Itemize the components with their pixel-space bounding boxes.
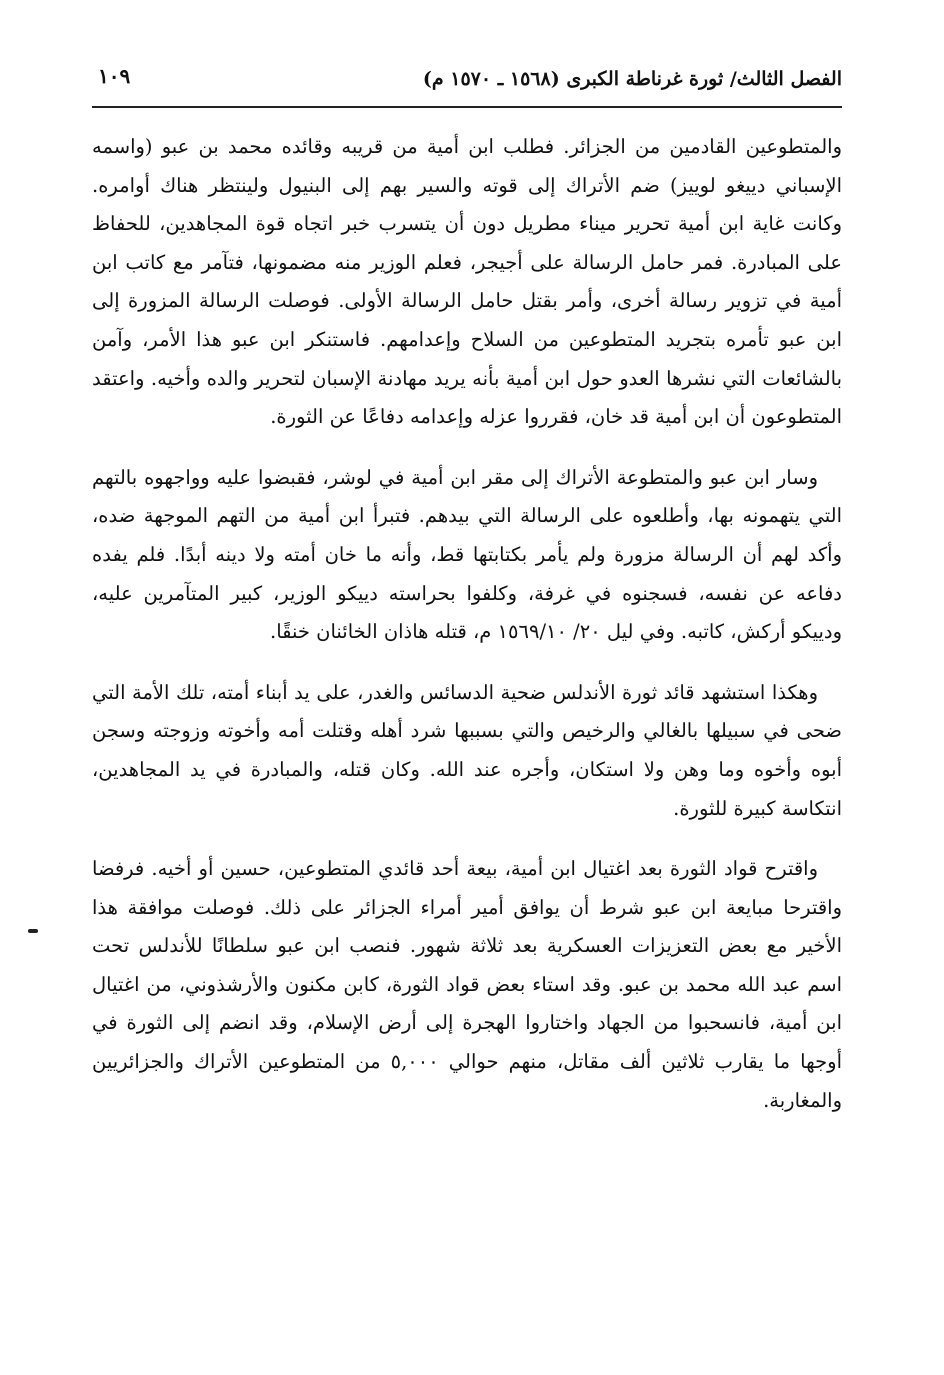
- running-header: [92, 62, 842, 102]
- paragraph-2: وسار ابن عبو والمتطوعة الأتراك إلى مقر ابن أمية في لوشر، فقبضوا عليه وواجهوه بالتهم التي يتهمونه بها، وأطلعوه على الرسالة التي بيدهم. فتبرأ ابن أمية من التهم الموجهة ضده، وأكد لهم أن الرسالة مزورة ولم يأمر بكتابتها قط، وأنه ما خان أمته ولا دينه أبدًا. فلم يفده دفاعه عن نفسه، فسجنوه في غرفة، وكلفوا بحراسته دييكو الوزير، كبير المتآمرين عليه، ودييكو أركش، كاتبه. وفي ليل ٢٠/ ١٥٦٩/١٠ م، قتله هاذان الخائنان خنقًا.: [92, 465, 842, 644]
- paragraph-3: وهكذا استشهد قائد ثورة الأندلس ضحية الدسائس والغدر، على يد أبناء أمته، تلك الأمة التي ضحى في سبيلها بالغالي والرخيص والتي بسببها شرد أهله وقتلت أمه وأخوته وزوجته وسجن أبوه وأخوه وما وهن ولا استكان، وأجره عند الله. وكان قتله، والمبادرة في يد المجاهدين، انتكاسة كبيرة للثورة.: [92, 680, 842, 820]
- header-divider: [92, 106, 842, 108]
- paragraph-1: والمتطوعين القادمين من الجزائر. فطلب ابن أمية من قريبه وقائده محمد بن عبو (واسمه الإسباني دييغو لوييز) ضم الأتراك إلى قوته والسير بهم إلى البنيول ولينتظر هناك أوامره. وكانت غاية ابن أمية تحرير ميناء مطريل دون أن يتسرب خبر اتجاه قوة المجاهدين، للحفاظ على المبادرة. فمر حامل الرسالة على أجيجر، فعلم الوزير منه مضمونها، فتآمر مع كاتب ابن أمية في تزوير رسالة أخرى، وأمر بقتل حامل الرسالة الأولى. فوصلت الرسالة المزورة إلى ابن عبو تأمره بتجريد المتطوعين من السلاح وإعدامهم. فاستنكر ابن عبو هذا الأمر، وآمن بالشائعات التي نشرها العدو حول ابن أمية بأنه يريد مهادنة الإسبان لتحرير والده وأخيه. واعتقد المتطوعون أن ابن أمية قد خان، فقرروا عزله وإعدامه دفاعًا عن الثورة.: [92, 135, 842, 429]
- chapter-title: الفصل الثالث/ ثورة غرناطة الكبرى (١٥٦٨ ـ ١٥٧٠ م): [422, 68, 842, 90]
- paragraph-4: واقترح قواد الثورة بعد اغتيال ابن أمية، بيعة أحد قائدي المتطوعين، حسين أو أخيه. فرفضا واقترحا مبايعة ابن عبو شرط أن يوافق أمير أمراء الجزائر على ذلك. فوصلت موافقة هذا الأخير مع بعض التعزيزات العسكرية بعد ثلاثة شهور. فنصب ابن عبو سلطانًا للأندلس تحت اسم عبد الله محمد بن عبو. وقد استاء بعض قواد الثورة، كابن مكنون والأرشذوني، من اغتيال ابن أمية، فانسحبوا من الجهاد واختاروا الهجرة إلى أرض الإسلام، وقد انضم إلى الثورة في أوجها ما يقارب ثلاثين ألف مقاتل، منهم حوالي ٥,٠٠٠ من المتطوعين الأتراك والجزائريين والمغاربة.: [92, 857, 842, 1112]
- page-body: [92, 128, 842, 1142]
- page-number: ١٠٩: [98, 64, 131, 88]
- margin-mark: [28, 929, 38, 933]
